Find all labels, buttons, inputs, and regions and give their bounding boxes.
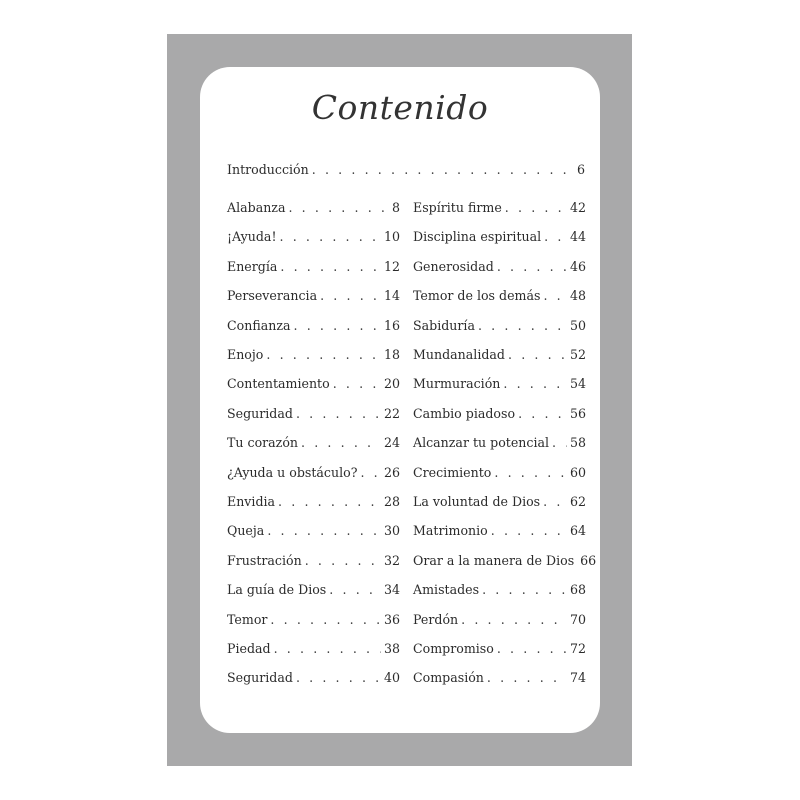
toc-entry-page: 68 (569, 582, 586, 598)
toc-entry-label: Envidia (227, 494, 276, 509)
toc-entry (227, 553, 400, 573)
toc-entry-label: Frustración (227, 552, 302, 568)
toc-entry-label: Contentamiento (227, 376, 330, 392)
toc-entry-label: Seguridad (227, 670, 293, 686)
toc-entry-label: Queja (227, 523, 265, 539)
toc-entry-label: Espíritu firme (413, 200, 502, 215)
toc-entry (227, 582, 400, 602)
toc-entry-page: 10 (383, 229, 400, 245)
toc-leader-dots (544, 229, 567, 244)
toc-entry-page: 74 (569, 670, 586, 686)
toc-entry-page: 42 (569, 200, 586, 215)
toc-entry-page: 30 (383, 523, 400, 539)
toc-entry-page: 56 (569, 405, 586, 421)
toc-leader-dots (552, 435, 567, 450)
toc-entry-page: 72 (569, 641, 586, 656)
toc-entry (227, 494, 400, 514)
toc-entry (413, 200, 586, 220)
toc-entry-page: 36 (383, 611, 400, 627)
toc-entry (227, 670, 400, 690)
toc-entry-label: Seguridad (227, 405, 293, 421)
toc-leader-dots (305, 553, 381, 568)
toc-entry-label: Amistades (413, 582, 480, 598)
toc-entry-page: 14 (383, 288, 400, 304)
toc-entry-label: Murmuración (413, 376, 501, 392)
toc-entry-label: Confianza (227, 317, 291, 333)
toc-entry (227, 376, 400, 396)
toc-entry-page: 58 (569, 435, 586, 451)
toc-entry-page: 50 (569, 317, 586, 333)
toc-entry-label: Mundanalidad (413, 347, 505, 362)
toc-entry-label: Compasión (413, 670, 484, 686)
toc-entry (413, 612, 586, 632)
toc-leader-dots (487, 670, 567, 685)
toc-entry (227, 641, 400, 661)
toc-entry-label: Matrimonio (413, 523, 488, 539)
toc-entry (413, 523, 586, 543)
toc-entry-label: Disciplina espiritual (413, 229, 542, 245)
toc-entry-page: 16 (383, 317, 400, 333)
toc-entry (413, 582, 586, 602)
toc-leader-dots (294, 318, 381, 333)
toc-entry-label: Orar a la manera de Dios (413, 552, 575, 568)
toc-entry-page: 52 (569, 347, 586, 362)
toc-leader-dots (461, 612, 567, 627)
toc-entry-page: 70 (569, 611, 586, 627)
toc-leader-dots (329, 582, 381, 597)
toc-entry (413, 376, 586, 396)
toc-entry-intro (227, 162, 585, 182)
toc-entry (413, 435, 586, 455)
toc-entry-label: Generosidad (413, 258, 494, 274)
toc-entry-page: 66 (580, 552, 597, 568)
toc-entry-page: 40 (383, 670, 400, 686)
toc-entry-label: Temor de los demás (413, 288, 541, 304)
toc-entry-label: ¿Ayuda u obstáculo? (227, 464, 358, 480)
toc-entry-label: Piedad (227, 641, 271, 656)
toc-entry-label: ¡Ayuda! (227, 229, 277, 245)
toc-entry (413, 494, 586, 514)
toc-entry-label: Compromiso (413, 641, 494, 656)
toc-entry-page: 38 (383, 641, 400, 656)
toc-entry-label: Alcanzar tu potencial (413, 435, 550, 451)
toc-leader-dots (543, 494, 567, 509)
toc-entry (227, 435, 400, 455)
toc-entry (413, 318, 586, 338)
toc-entry-label: La guía de Dios (227, 582, 327, 598)
toc-entry-page: 46 (569, 258, 586, 274)
toc-entry-page: 24 (383, 435, 400, 451)
toc-leader-dots (494, 465, 567, 480)
toc-entry (227, 406, 400, 426)
toc-entry (227, 347, 400, 367)
toc-entry (413, 229, 586, 249)
toc-entry-page: 20 (383, 376, 400, 392)
toc-entry-label: Alabanza (227, 200, 286, 215)
toc-leader-dots (288, 200, 389, 215)
toc-entry-page: 32 (383, 552, 400, 568)
toc-entry-label: Temor (227, 611, 268, 627)
toc-entry-page: 60 (569, 464, 586, 480)
page-title: Contenido (311, 88, 489, 127)
toc-leader-dots (274, 641, 381, 656)
toc-entry-page: 44 (569, 229, 586, 245)
toc-leader-dots (543, 288, 567, 303)
toc-entry-page: 62 (569, 494, 586, 509)
toc-leader-dots (518, 406, 567, 421)
toc-entry (227, 229, 400, 249)
toc-entry (413, 259, 586, 279)
toc-entry (227, 318, 400, 338)
toc-entry (227, 288, 400, 308)
toc-leader-dots (503, 376, 567, 391)
toc-leader-dots (266, 347, 381, 362)
toc-entry-label: La voluntad de Dios (413, 494, 541, 509)
toc-entry-page: 64 (569, 523, 586, 539)
toc-leader-dots (301, 435, 381, 450)
toc-entry (413, 641, 586, 661)
toc-entry-page: 26 (383, 464, 400, 480)
toc-entry (227, 200, 400, 220)
toc-entry-label: Perseverancia (227, 288, 318, 304)
toc-entry-label: Perdón (413, 611, 459, 627)
toc-entry-label: Cambio piadoso (413, 405, 516, 421)
toc-entry (413, 552, 597, 573)
toc-entry (227, 465, 400, 485)
toc-entry-page: 6 (576, 162, 585, 177)
toc-entry-label: Crecimiento (413, 464, 492, 480)
toc-leader-dots (497, 641, 567, 656)
toc-leader-dots (320, 288, 381, 303)
toc-entry-page: 34 (383, 582, 400, 598)
toc-leader-dots (280, 259, 381, 274)
toc-entry-page: 18 (383, 347, 400, 362)
toc-leader-dots (312, 162, 574, 177)
toc-leader-dots (360, 465, 381, 480)
toc-leader-dots (296, 670, 381, 685)
toc-entry-label: Enojo (227, 347, 264, 362)
toc-leader-dots (505, 200, 567, 215)
toc-entry (227, 523, 400, 543)
toc-entry-page: 22 (383, 405, 400, 421)
toc-leader-dots (270, 612, 381, 627)
toc-entry-page: 54 (569, 376, 586, 392)
toc-entry-page: 28 (383, 494, 400, 509)
toc-entry-page: 12 (383, 258, 400, 274)
toc-leader-dots (296, 406, 381, 421)
toc-leader-dots (497, 259, 567, 274)
toc-entry (413, 347, 586, 367)
toc-leader-dots (491, 523, 567, 538)
toc-leader-dots (267, 523, 381, 538)
toc-leader-dots (333, 376, 381, 391)
toc-entry (413, 670, 586, 690)
toc-leader-dots (278, 494, 381, 509)
toc-entry (227, 612, 400, 632)
toc-leader-dots (482, 582, 567, 597)
toc-entry (227, 259, 400, 279)
toc-leader-dots (280, 229, 381, 244)
toc-leader-dots (478, 318, 567, 333)
toc-entry (413, 288, 586, 308)
toc-entry-label: Energía (227, 258, 278, 274)
toc-entry-label: Sabiduría (413, 317, 475, 333)
toc-leader-dots (508, 347, 567, 362)
toc-entry-label: Introducción (227, 162, 309, 177)
toc-entry-page: 48 (569, 288, 586, 304)
toc-entry (413, 406, 586, 426)
toc-entry (413, 465, 586, 485)
toc-entry-label: Tu corazón (227, 435, 299, 451)
toc-entry-page: 8 (391, 200, 400, 215)
